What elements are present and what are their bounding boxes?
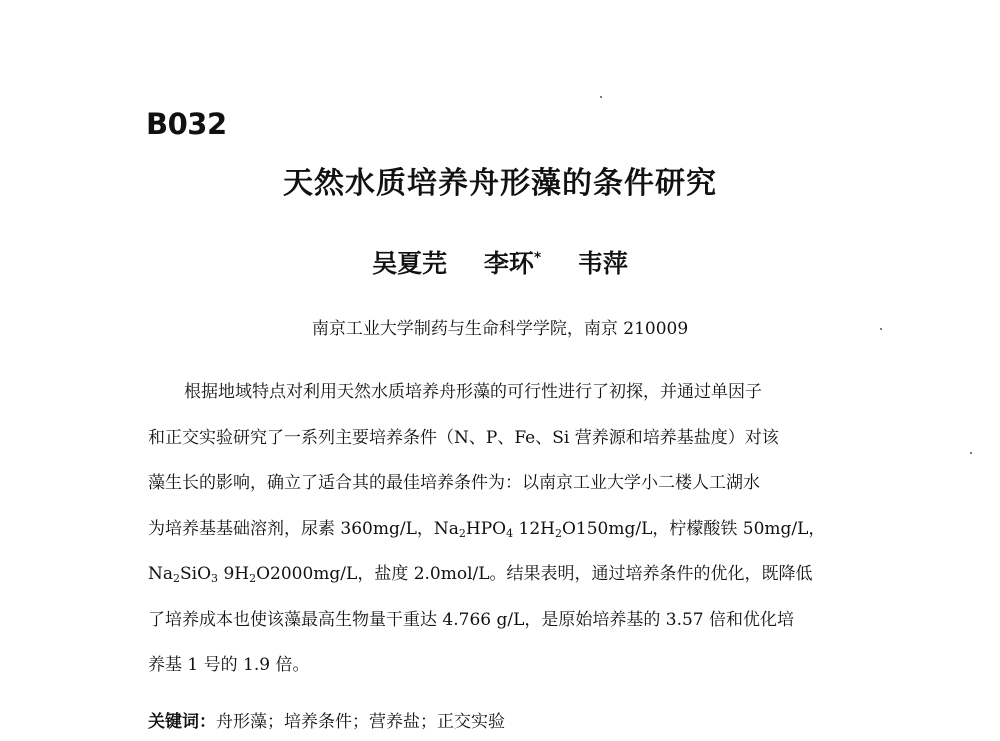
author-name: 韦萍 (577, 249, 628, 278)
keywords-label: 关键词： (148, 712, 216, 732)
keywords (148, 707, 505, 737)
paper-code: B032 (146, 107, 227, 141)
abstract-text: 9H (218, 564, 250, 584)
abstract-text: O2000mg/L，盐度 2.0mol/L。结果表明，通过培养条件的优化，既降低 (256, 564, 813, 584)
keywords-value: 舟形藻；培养条件；营养盐；正交实验 (216, 712, 505, 732)
author-name (484, 249, 541, 278)
subscript: 3 (211, 572, 219, 585)
scan-speck (880, 328, 882, 330)
scan-speck (970, 452, 972, 454)
abstract-line: 了培养成本也使该藻最高生物量干重达 4.766 g/L，是原始培养基的 3.57 倍和优化培 (148, 609, 795, 630)
subscript: 2 (458, 526, 466, 540)
abstract-text: HPO (465, 518, 507, 539)
abstract-text: 为培养基基础溶剂，尿素 360mg/L，Na (148, 518, 459, 539)
author-list (0, 240, 1000, 282)
subscript: 2 (554, 526, 562, 540)
abstract-text: O150mg/L，柠檬酸铁 50mg/L， (561, 518, 826, 539)
author-name-text: 李环 (483, 249, 534, 278)
subscript: 2 (249, 572, 257, 585)
author-name: 吴夏芫 (372, 249, 448, 278)
abstract-line: 藻生长的影响，确立了适合其的最佳培养条件为：以南京工业大学小二楼人工湖水 (148, 473, 760, 493)
abstract-line (148, 552, 860, 598)
abstract-text: SiO (180, 564, 212, 584)
subscript: 2 (173, 572, 181, 585)
abstract-line: 和正交实验研究了一系列主要培养条件（N、P、Fe、Si 营养源和培养基盐度）对该 (148, 427, 779, 448)
corresponding-author-mark: * (533, 250, 542, 266)
abstract-text: Na (148, 564, 174, 584)
paper-title: 天然水质培养舟形藻的条件研究 (283, 166, 717, 201)
subscript: 4 (506, 526, 514, 540)
abstract-line: 根据地域特点对利用天然水质培养舟形藻的可行性进行了初探，并通过单因子 (184, 382, 762, 402)
affiliation: 南京工业大学制药与生命科学学院，南京 210009 (311, 319, 689, 339)
abstract (148, 370, 860, 689)
scan-speck (600, 96, 602, 98)
abstract-line: 养基 1 号的 1.9 倍。 (148, 655, 310, 675)
abstract-text: 12H (513, 518, 555, 539)
abstract-line (148, 507, 860, 553)
